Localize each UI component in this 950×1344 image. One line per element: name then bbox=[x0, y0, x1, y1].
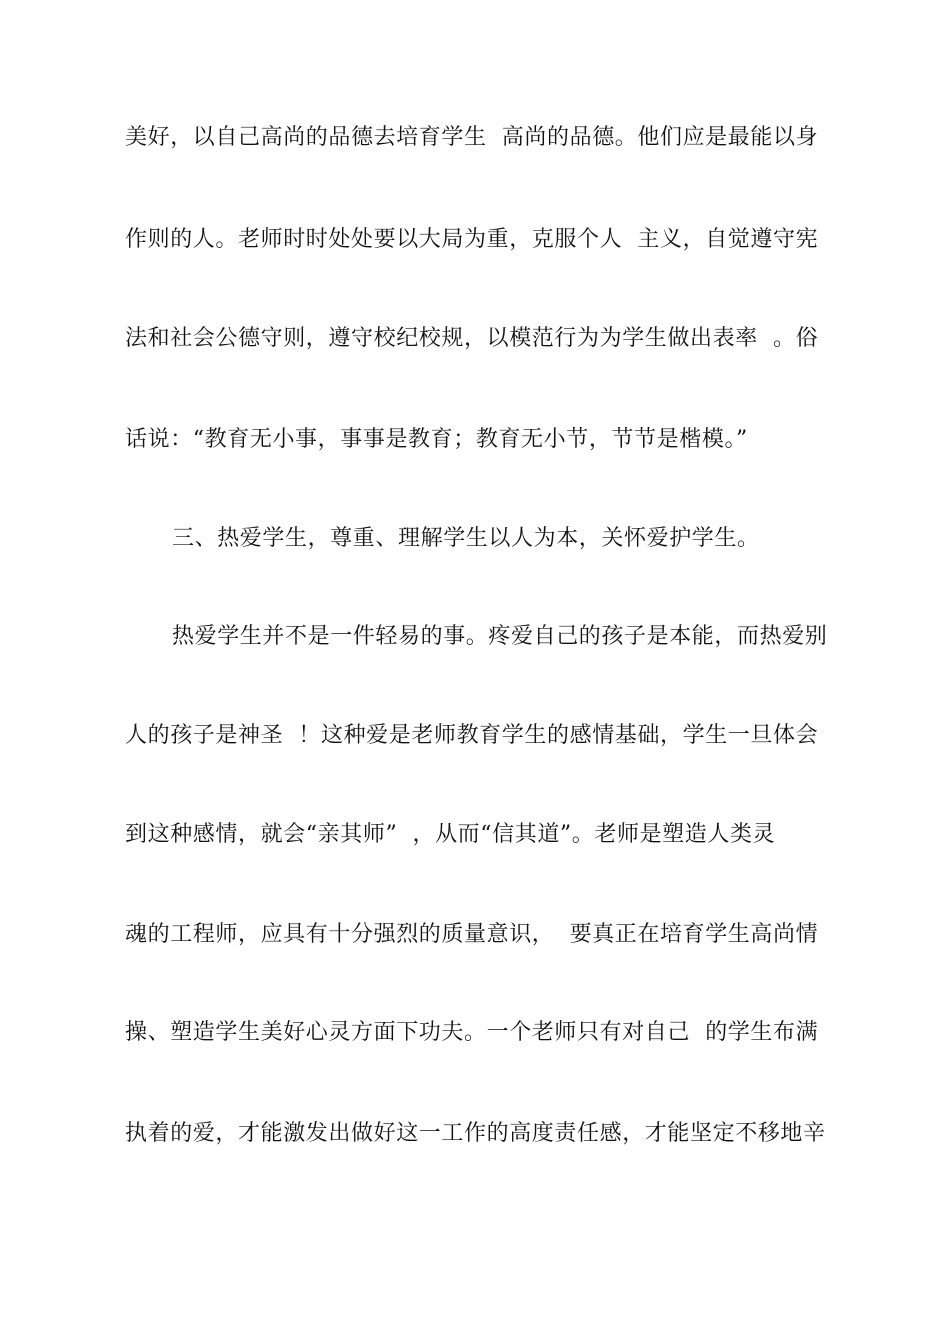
text-line: 魂的工程师，应具有十分强烈的质量意识， 要真正在培育学生高尚情 bbox=[125, 922, 819, 947]
section-heading: 三、热爱学生，尊重、理解学生以人为本，关怀爱护学生。 bbox=[172, 526, 760, 551]
text-line: 到这种感情，就会“亲其师” ，从而“信其道”。老师是塑造人类灵 bbox=[125, 822, 776, 847]
text-line: 热爱学生并不是一件轻易的事。疼爱自己的孩子是本能，而热爱别 bbox=[172, 624, 828, 649]
text-line: 话说：“教育无小事，事事是教育；教育无小节，节节是楷模。” bbox=[125, 427, 748, 452]
text-line: 执着的爱，才能激发出做好这一工作的高度责任感，才能坚定不移地辛 bbox=[125, 1121, 826, 1146]
text-line: 法和社会公德守则，遵守校纪校规，以模范行为为学生做出表率 。俗 bbox=[125, 326, 819, 351]
text-line: 人的孩子是神圣 ！这种爱是老师教育学生的感情基础，学生一旦体会 bbox=[125, 723, 819, 748]
text-line: 作则的人。老师时时处处要以大局为重，克服个人 主义，自觉遵守宪 bbox=[125, 227, 819, 252]
text-line: 美好，以自己高尚的品德去培育学生 高尚的品德。他们应是最能以身 bbox=[125, 125, 819, 150]
text-line: 操、塑造学生美好心灵方面下功夫。一个老师只有对自己 的学生布满 bbox=[125, 1020, 819, 1045]
